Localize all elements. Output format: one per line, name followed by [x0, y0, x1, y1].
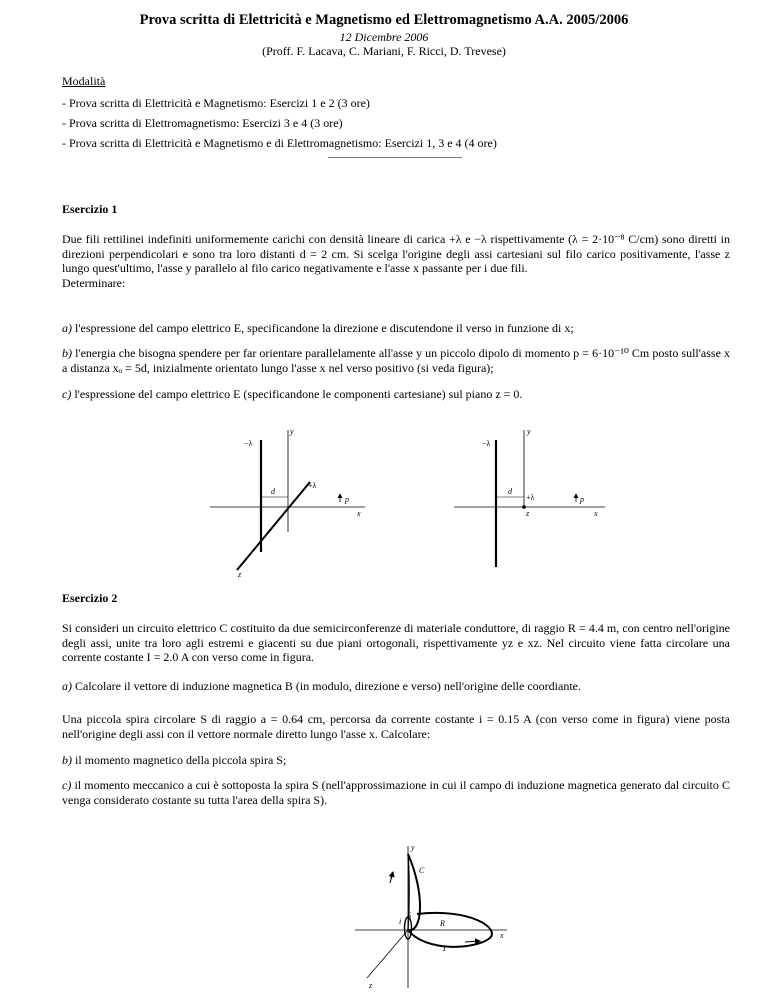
- loop-label: S: [407, 911, 411, 920]
- exercise-2-item-b: [62, 753, 730, 768]
- radius-label: R: [440, 919, 445, 928]
- distance-label: d: [271, 487, 275, 496]
- item-text: il momento magnetico della piccola spira S;: [72, 753, 287, 767]
- current-label-top: I: [390, 871, 393, 880]
- axis-z-label: z: [526, 509, 530, 518]
- item-text: Calcolare il vettore di induzione magnetica B (in modulo, direzione e verso) nell'origine delle coordiante.: [72, 679, 581, 693]
- exercise-2-middle: Una piccola spira circolare S di raggio a = 0.64 cm, percorsa da corrente costante i = 0.15 A (con verso come in figura) viene posta nell'origine degli assi con il vettore normale diretto lungo l'asse x. Calcolare:: [62, 712, 730, 741]
- item-text: il momento meccanico a cui è sottoposta la spira S (nell'approssimazione in cui il campo di induzione magnetica generato dal circuito C venga considerato costante su tutta l'area della spira S).: [62, 778, 730, 807]
- exercise-1-intro: [62, 232, 730, 290]
- plus-lambda-label: +λ: [308, 481, 317, 490]
- exam-title: Prova scritta di Elettricità e Magnetismo ed Elettromagnetismo A.A. 2005/2006: [139, 12, 629, 28]
- exercise-2-intro: Si consideri un circuito elettrico C costituito da due semicirconferenze di materiale conduttore, di raggio R = 4.4 m, con centro nell'origine degli assi, unite tra loro agli estremi e giacenti su due piani ortogonali, rispettivamente yz e xz. Nel circuito viene fatta circolare una corrente costante I = 2.0 A con verso come in figura.: [62, 621, 730, 665]
- axis-x-label: x: [594, 509, 598, 518]
- professors-line: (Proff. F. Lacava, C. Mariani, F. Ricci, D. Trevese): [262, 44, 506, 58]
- exercise-1-item-a: [62, 321, 730, 336]
- modalita-heading: Modalità: [62, 74, 106, 88]
- axis-z-label: z: [238, 570, 242, 579]
- exercise-1-item-b: [62, 346, 730, 375]
- axis-y-label: y: [290, 427, 294, 436]
- exercise-1-item-c: [62, 387, 730, 402]
- figure-1-right-view: [454, 427, 605, 567]
- separator-rule: [328, 157, 462, 158]
- exercise-2-item-c: [62, 778, 730, 807]
- exercise-2-figure: [345, 838, 515, 994]
- figure-1-left-view: [210, 427, 365, 579]
- item-letter: b): [62, 753, 72, 767]
- axis-x-label: x: [357, 509, 361, 518]
- item-text: l'espressione del campo elettrico E, specificandone la direzione e discutendone il verso in funzione di x;: [72, 321, 574, 335]
- distance-label: d: [508, 487, 512, 496]
- item-letter: a): [62, 679, 72, 693]
- exercise-1-title: Esercizio 1: [62, 202, 118, 216]
- current-label-bottom: I: [443, 944, 446, 953]
- z-axis: [367, 930, 408, 978]
- axis-x-label: x: [500, 931, 504, 940]
- exercise-2-title: Esercizio 2: [62, 591, 118, 605]
- exercise-2-item-a: [62, 679, 730, 694]
- plus-lambda-label: +λ: [526, 493, 535, 502]
- minus-lambda-label: −λ: [482, 439, 491, 448]
- dipole-label: p⃗: [345, 495, 356, 504]
- exam-date: 12 Dicembre 2006: [339, 30, 429, 44]
- item-letter: b): [62, 346, 72, 360]
- axis-y-label: y: [527, 427, 531, 436]
- axis-z-label: z: [369, 981, 373, 990]
- minus-lambda-label: −λ: [244, 439, 253, 448]
- loop-current-label: i: [399, 917, 402, 926]
- item-letter: c): [62, 778, 72, 792]
- dipole-label: p⃗: [580, 495, 591, 504]
- item-letter: c): [62, 387, 72, 401]
- axis-y-label: y: [411, 843, 415, 852]
- item-letter: a): [62, 321, 72, 335]
- exercise-1-figure: [200, 422, 598, 582]
- current-arrow-bottom: [465, 941, 480, 942]
- mode-line-1: - Prova scritta di Elettricità e Magnetismo: Esercizi 1 e 2 (3 ore): [62, 96, 370, 110]
- item-text: l'espressione del campo elettrico E (specificandone le componenti cartesiane) sul piano z = 0.: [71, 387, 523, 401]
- mode-line-3: - Prova scritta di Elettricità e Magnetismo e di Elettromagnetismo: Esercizi 1, 3 e 4 (4 ore): [62, 136, 497, 150]
- exercise-1-intro-text: Due fili rettilinei indefiniti uniformemente carichi con densità lineare di carica +λ e −λ rispettivamente (λ = 2·10⁻⁸ C/cm) sono diretti in direzioni perpendicolari e sono tra loro distanti d = 2 cm. Si scelga l'origine degli assi cartesiani sul filo carico positivamente, l'asse z lungo quest'ultimo, l'asse y parallelo al filo carico negativamente e l'asse x passante per i due fili.: [62, 232, 730, 276]
- mode-line-2: - Prova scritta di Elettromagnetismo: Esercizi 3 e 4 (3 ore): [62, 116, 343, 130]
- exercise-1-determinare: Determinare:: [62, 275, 126, 290]
- item-text: l'energia che bisogna spendere per far orientare parallelamente all'asse y un piccolo dipolo di momento p = 6·10⁻¹⁰ Cm posto sull'asse x a distanza xₒ = 5d, inizialmente orientato lungo l'asse x nel verso positivo (si veda figura);: [62, 346, 730, 375]
- circuit-label: C: [419, 866, 425, 875]
